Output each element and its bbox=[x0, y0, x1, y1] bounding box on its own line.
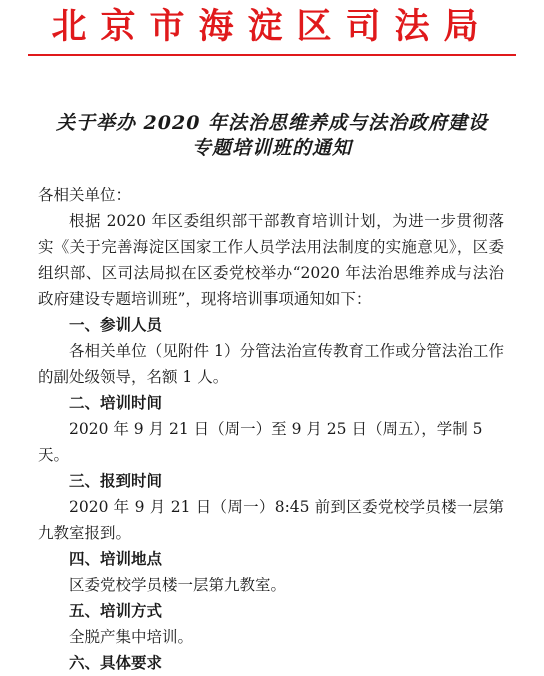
document-title-line-1: 关于举办 2020 年法治思维养成与法治政府建设 bbox=[55, 112, 489, 134]
document-title-line-2: 专题培训班的通知 bbox=[191, 137, 352, 159]
intro-paragraph: 根据 2020 年区委组织部干部教育培训计划，为进一步贯彻落实《关于完善海淀区国家工作人员学法用法制度的实施意见》，区委组织部、区司法局拟在区委党校举办“2020 年法治思维养成与法治政府建设专题培训班”，现将培训事项通知如下： bbox=[38, 212, 504, 308]
section-text-training-location: 区委党校学员楼一层第九教室。 bbox=[69, 576, 287, 594]
section-text-registration-time: 2020 年 9 月 21 日（周一）8:45 前到区委党校学员楼一层第九教室报到。 bbox=[38, 498, 504, 542]
section-heading-participants: 一、参训人员 bbox=[69, 316, 163, 334]
section-text-training-method: 全脱产集中培训。 bbox=[69, 628, 194, 646]
section-heading-training-time: 二、培训时间 bbox=[69, 394, 163, 412]
notice-body bbox=[38, 182, 504, 676]
section-heading-registration-time: 三、报到时间 bbox=[69, 472, 163, 490]
red-divider-line bbox=[28, 54, 516, 56]
issuing-authority-header: 北京市海淀区司法局 bbox=[51, 6, 493, 47]
salutation: 各相关单位： bbox=[38, 186, 132, 204]
document-title bbox=[30, 111, 514, 161]
section-text-training-time: 2020 年 9 月 21 日（周一）至 9 月 25 日（周五），学制 5 天。 bbox=[38, 420, 483, 464]
section-heading-training-location: 四、培训地点 bbox=[69, 550, 163, 568]
section-heading-requirements: 六、具体要求 bbox=[69, 654, 163, 672]
section-heading-training-method: 五、培训方式 bbox=[69, 602, 163, 620]
section-text-participants: 各相关单位（见附件 1）分管法治宣传教育工作或分管法治工作的副处级领导，名额 1 人。 bbox=[38, 342, 504, 386]
